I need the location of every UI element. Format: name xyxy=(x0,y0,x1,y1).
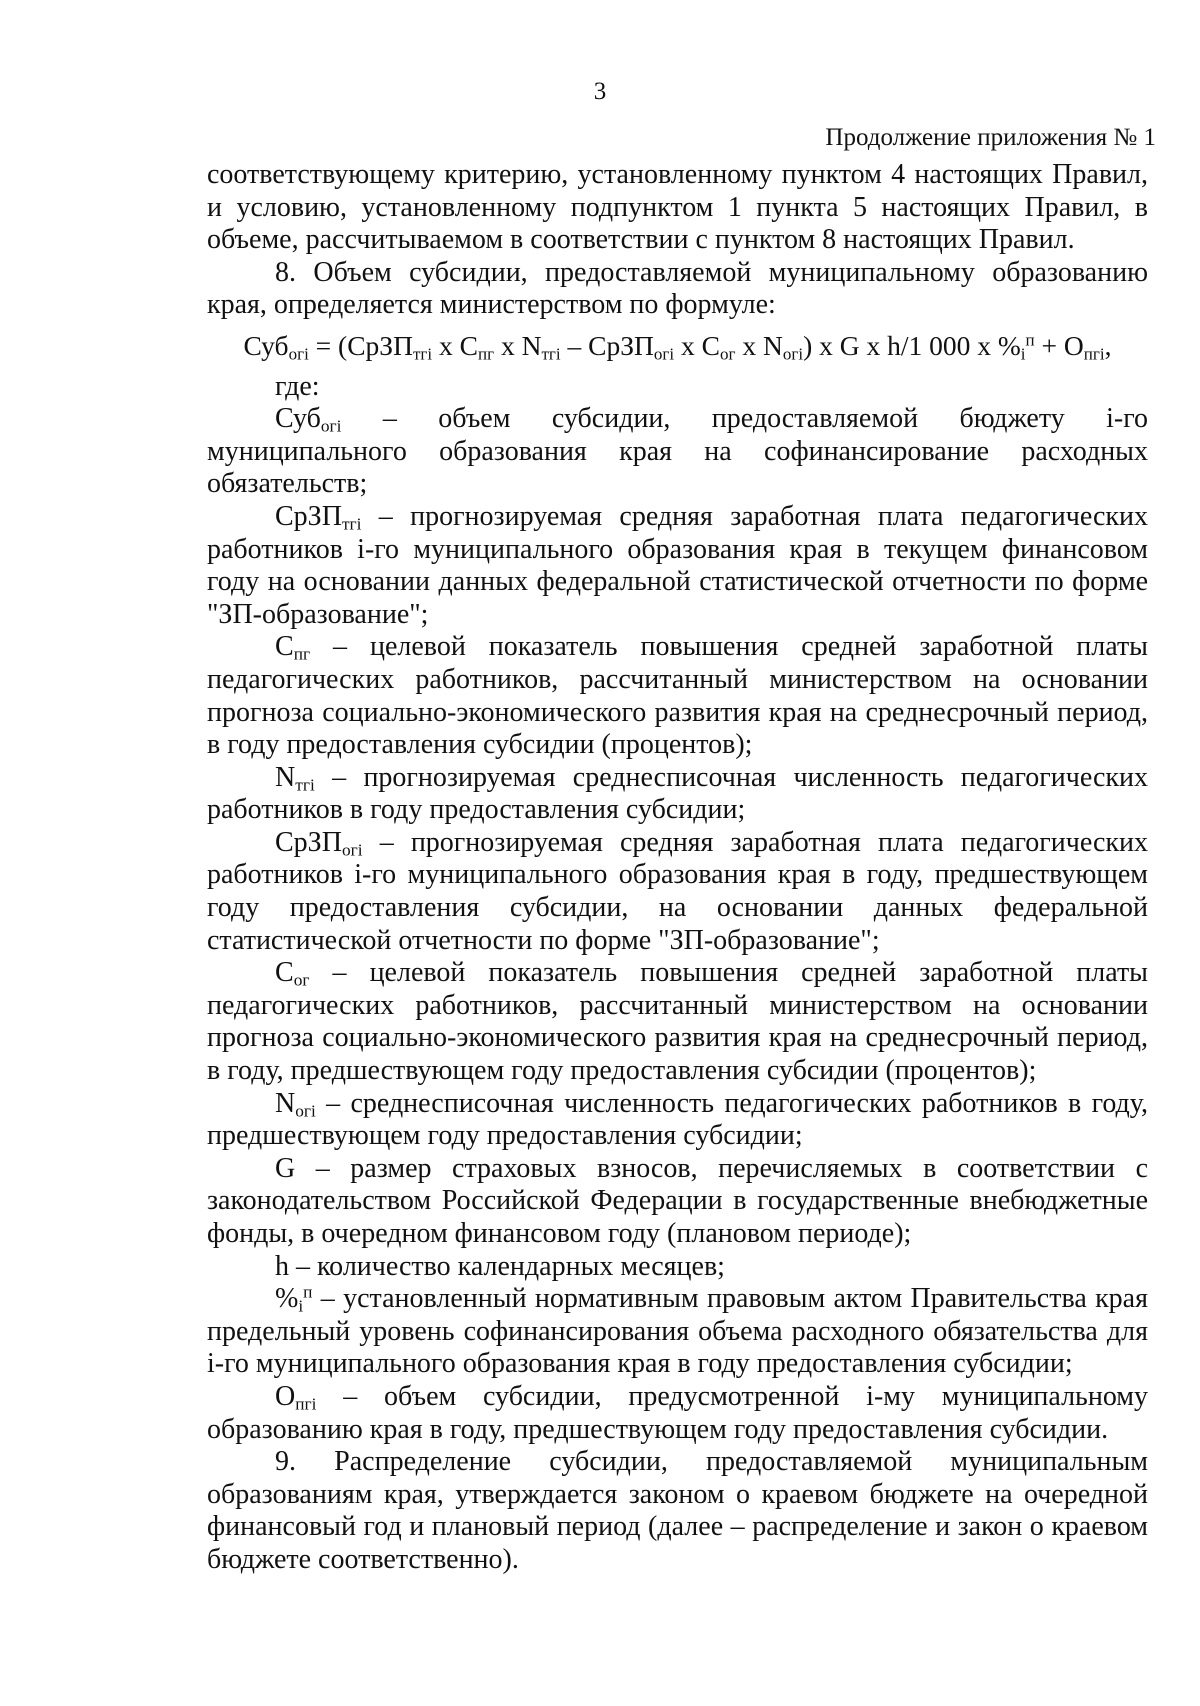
where-label: где: xyxy=(275,370,320,402)
definition-h: h – количество календарных месяцев; xyxy=(275,1250,725,1282)
definition-sub-ogi: Суб$_{огi}$ – объем субсидии, предоставляемой бюджету i-го муниципального образования края на софинансирование расходных обязательств; xyxy=(207,403,1148,500)
page-number: 3 xyxy=(593,78,607,105)
definition-percent: $\%_i^п$ – установленный нормативным правовым актом Правительства края предельный уровень софинансирования объема расходного обязательства для i-го муниципального образования края в году предоставления субсидии; xyxy=(207,1282,1148,1380)
body-text xyxy=(207,159,1148,1577)
appendix-label: Продолжение приложения № 1 xyxy=(825,124,1156,151)
definition-g: G – размер страховых взносов, перечисляемых в соответствии с законодательством Российской Федерации в государственные внебюджетные фонды, в очередном финансовом году (плановом периоде); xyxy=(207,1152,1148,1249)
definition-n-tgi: $N_{тгi}$ – прогнозируемая среднесписочная численность педагогических работников в году предоставления субсидии; xyxy=(207,761,1148,826)
paragraph-8: 8. Объем субсидии, предоставляемой муниципальному образованию края, определяется министерством по формуле: xyxy=(207,256,1148,321)
definition-srzp-tgi: СрЗП$_{тгi}$ – прогнозируемая средняя заработная плата педагогических работников i-го муниципального образования края в текущем финансовом году на основании данных федеральной статистической отчетности по форме "ЗП-образование"; xyxy=(207,500,1148,630)
definition-n-ogi: $N_{огi}$ – среднесписочная численность педагогических работников в году, предшествующем году предоставления субсидии; xyxy=(207,1087,1148,1152)
paragraph-9: 9. Распределение субсидии, предоставляемой муниципальным образованиям края, утверждается законом о краевом бюджете на очередной финансовый год и плановый период (далее – распределение и закон о краевом бюджете соответственно). xyxy=(207,1446,1148,1575)
definition-srzp-ogi: СрЗП$_{огi}$ – прогнозируемая средняя заработная плата педагогических работников i-го муниципального образования края в году, предшествующем году предоставления субсидии, на основании данных федеральной статистической отчетности по форме "ЗП-образование"; xyxy=(207,826,1148,956)
definition-o-pgi: $О_{пгi}$ – объем субсидии, предусмотренной i-му муниципальному образованию края в году, предшествующем году предоставления субсидии. xyxy=(207,1380,1148,1445)
definition-c-og: $С_{ог}$ – целевой показатель повышения средней заработной платы педагогических работников, рассчитанный министерством на основании прогноза социально-экономического развития края на среднесрочный период, в году, предшествующем году предоставления субсидии (процентов); xyxy=(207,957,1148,1087)
subsidy-formula: Суб$_{огi}$ = (СрЗП$_{тгi}$ х $С_{пг}$ х $N_{тгi}$ – СрЗП$_{огi}$ х $С_{ог}$ х $N_{огi}$) х G х h/1 000 х $\%_i^п + О_{пгi}$, xyxy=(243,329,1112,364)
definition-c-pg: $С_{пг}$ – целевой показатель повышения средней заработной платы педагогических работников, рассчитанный министерством на основании прогноза социально-экономического развития края на среднесрочный период, в году предоставления субсидии (процентов); xyxy=(207,631,1148,761)
paragraph-continuation: соответствующему критерию, установленному пунктом 4 настоящих Правил, и условию, установленному подпунктом 1 пункта 5 настоящих Правил, в объеме, рассчитываемом в соответствии с пунктом 8 настоящих Правил. xyxy=(207,159,1148,256)
